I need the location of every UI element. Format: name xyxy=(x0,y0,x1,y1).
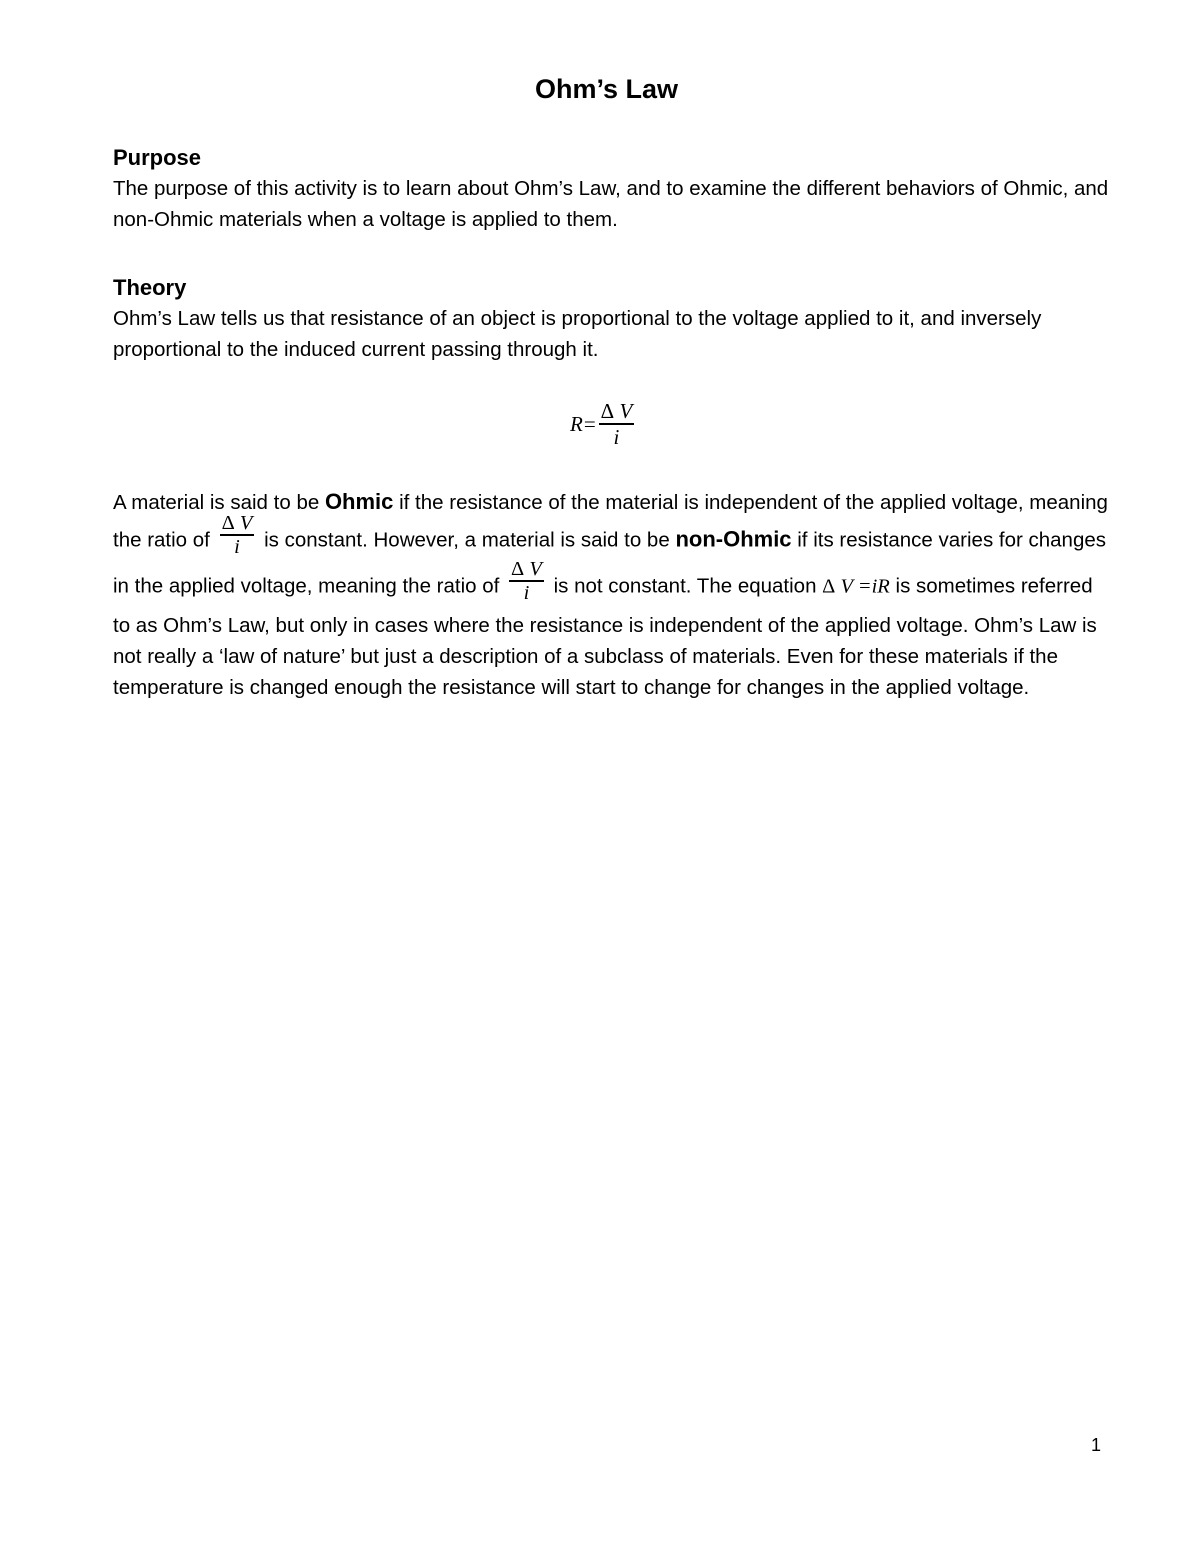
ratio-1-var: V xyxy=(239,512,253,534)
para-text-6: is sometimes referred to as Ohm’s Law, but only in cases where the resistance is independent of the applied voltage. Ohm’s Law is not really a ‘law of nature’ but just a description of a subclass of materials. Even for these materials if the temperature is changed enough the resistance will start to change for changes in the applied voltage. xyxy=(113,574,1097,699)
purpose-text: The purpose of this activity is to learn about Ohm’s Law, and to examine the different behaviors of Ohmic, and non-Ohmic materials when a voltage is applied to them. xyxy=(113,177,1109,231)
equation-lhs: R xyxy=(570,411,583,436)
para-text-1: A material is said to be xyxy=(113,491,325,514)
equation-equals: = xyxy=(583,411,596,436)
delta-symbol: Δ xyxy=(511,558,525,580)
inline-v: V xyxy=(840,575,853,598)
non-ohmic-term: non-Ohmic xyxy=(675,526,792,552)
ratio-2-var: V xyxy=(529,558,542,580)
equation-numerator xyxy=(599,399,635,425)
ratio-2-denominator: i xyxy=(523,582,530,604)
purpose-heading: Purpose xyxy=(113,145,202,170)
ratio-2-numerator xyxy=(509,558,544,582)
purpose-section xyxy=(113,142,1113,235)
para-text-2: if the resistance of the material is independent of the applied voltage, meaning the ratio of xyxy=(113,491,1108,552)
inline-rest: =iR xyxy=(852,575,890,598)
ohms-law-equation xyxy=(570,399,634,449)
delta-symbol: Δ xyxy=(221,512,235,534)
ratio-fraction-2 xyxy=(509,558,544,604)
page-number: 1 xyxy=(1091,1435,1102,1455)
ratio-1-denominator: i xyxy=(234,536,240,558)
inline-equation xyxy=(822,575,890,597)
inline-delta: Δ xyxy=(822,575,836,598)
para-text-3: is constant. However, a material is said to be xyxy=(258,528,676,552)
theory-paragraph xyxy=(113,486,1113,703)
theory-heading: Theory xyxy=(113,275,187,300)
delta-symbol: Δ xyxy=(600,399,615,423)
numerator-var: V xyxy=(619,399,633,423)
page-title: Ohm’s Law xyxy=(534,74,679,104)
para-text-5: is not constant. The equation xyxy=(547,574,823,598)
ratio-fraction-1 xyxy=(220,512,255,558)
theory-intro: Ohm’s Law tells us that resistance of an object is proportional to the voltage applied to it, and inversely proportional to the induced current passing through it. xyxy=(113,307,1042,361)
equation-denominator: i xyxy=(613,425,620,449)
equation-fraction xyxy=(599,399,635,449)
theory-section xyxy=(113,272,1113,365)
ohmic-term: Ohmic xyxy=(324,489,394,514)
para-text-4: if its resistance varies for changes in the applied voltage, meaning the ratio of xyxy=(113,528,1107,598)
ratio-1-numerator xyxy=(220,512,255,536)
